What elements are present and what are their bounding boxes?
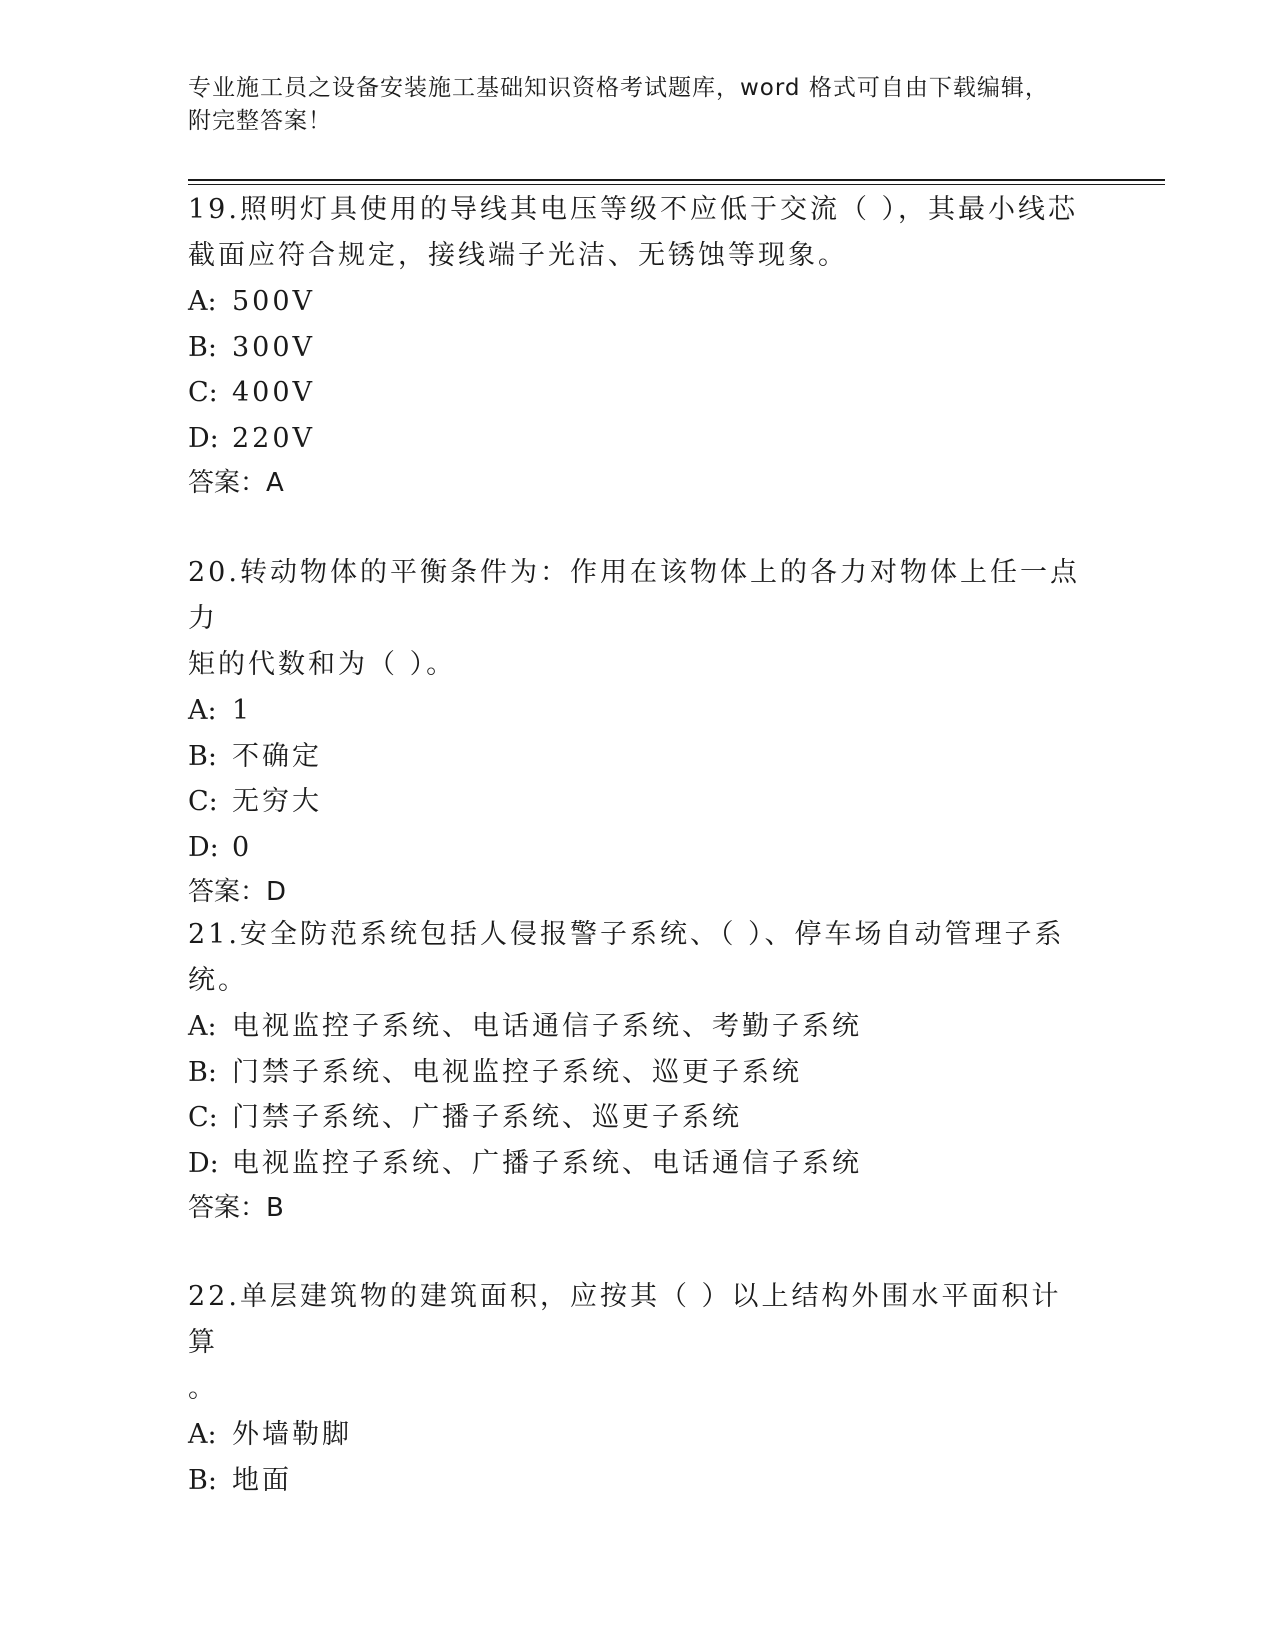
option-d <box>188 416 1088 462</box>
option-label: B: <box>188 740 217 772</box>
option-a <box>188 688 1088 734</box>
option-a <box>188 1004 1088 1050</box>
header-divider-thick <box>188 179 1165 181</box>
option-d <box>188 1141 1088 1187</box>
option-text: 220V <box>232 422 316 454</box>
question-stem-line: 矩的代数和为（ ）。 <box>188 649 457 680</box>
option-text: 400V <box>232 377 316 408</box>
question-stem-line: 。 <box>188 1373 218 1404</box>
option-text: 电视监控子系统、广播子系统、电话通信子系统 <box>232 1147 862 1179</box>
option-b <box>188 734 1088 780</box>
option-b <box>188 325 1088 371</box>
document-header <box>188 72 1088 138</box>
option-text: 电视监控子系统、电话通信子系统、考勤子系统 <box>232 1011 862 1042</box>
question-21 <box>188 912 1088 1231</box>
answer: 答案：A <box>188 468 284 498</box>
question-20 <box>188 550 1088 915</box>
option-text: 门禁子系统、广播子系统、巡更子系统 <box>232 1102 742 1133</box>
option-b <box>188 1458 1088 1504</box>
question-19 <box>188 187 1088 506</box>
question-stem-line: 21.安全防范系统包括人侵报警子系统、（ ）、停车场自动管理子系 <box>188 919 1065 950</box>
question-stem-line: 统。 <box>188 965 248 996</box>
option-label: D: <box>188 831 219 863</box>
header-line-2: 附完整答案！ <box>188 108 332 134</box>
header-line-1: 专业施工员之设备安装施工基础知识资格考试题库，word 格式可自由下载编辑， <box>188 75 1049 101</box>
option-c <box>188 779 1088 825</box>
question-stem-line: 22.单层建筑物的建筑面积，应按其（ ）以上结构外围水平面积计算 <box>188 1281 1062 1358</box>
option-label: A: <box>188 695 217 726</box>
option-label: D: <box>188 422 219 454</box>
option-label: A: <box>188 1419 217 1450</box>
option-label: C: <box>188 1102 218 1133</box>
option-a <box>188 1412 1088 1458</box>
answer: 答案：B <box>188 1193 284 1223</box>
option-label: B: <box>188 331 217 363</box>
option-c <box>188 370 1088 416</box>
option-c <box>188 1095 1088 1141</box>
header-divider-thin <box>188 184 1165 185</box>
option-label: A: <box>188 286 217 317</box>
option-label: B: <box>188 1464 217 1496</box>
option-text: 外墙勒脚 <box>232 1419 352 1450</box>
option-label: B: <box>188 1056 217 1088</box>
option-text: 无穷大 <box>232 786 322 817</box>
option-text: 不确定 <box>232 740 322 772</box>
option-b <box>188 1050 1088 1096</box>
question-stem-line: 19.照明灯具使用的导线其电压等级不应低于交流（ ），其最小线芯 <box>188 194 1079 225</box>
question-stem-line: 截面应符合规定，接线端子光洁、无锈蚀等现象。 <box>188 240 848 271</box>
option-label: D: <box>188 1147 219 1179</box>
option-d <box>188 825 1088 871</box>
option-text: 门禁子系统、电视监控子系统、巡更子系统 <box>232 1056 802 1088</box>
option-text: 300V <box>232 331 316 363</box>
option-text: 0 <box>232 831 253 863</box>
option-a <box>188 279 1088 325</box>
option-label: C: <box>188 786 218 817</box>
question-22 <box>188 1274 1088 1503</box>
option-label: A: <box>188 1011 217 1042</box>
answer: 答案：D <box>188 877 287 907</box>
option-text: 地面 <box>232 1464 292 1496</box>
option-label: C: <box>188 377 218 408</box>
option-text: 1 <box>232 695 253 726</box>
option-text: 500V <box>232 286 316 317</box>
question-stem-line: 20.转动物体的平衡条件为：作用在该物体上的各力对物体上任一点力 <box>188 557 1080 634</box>
